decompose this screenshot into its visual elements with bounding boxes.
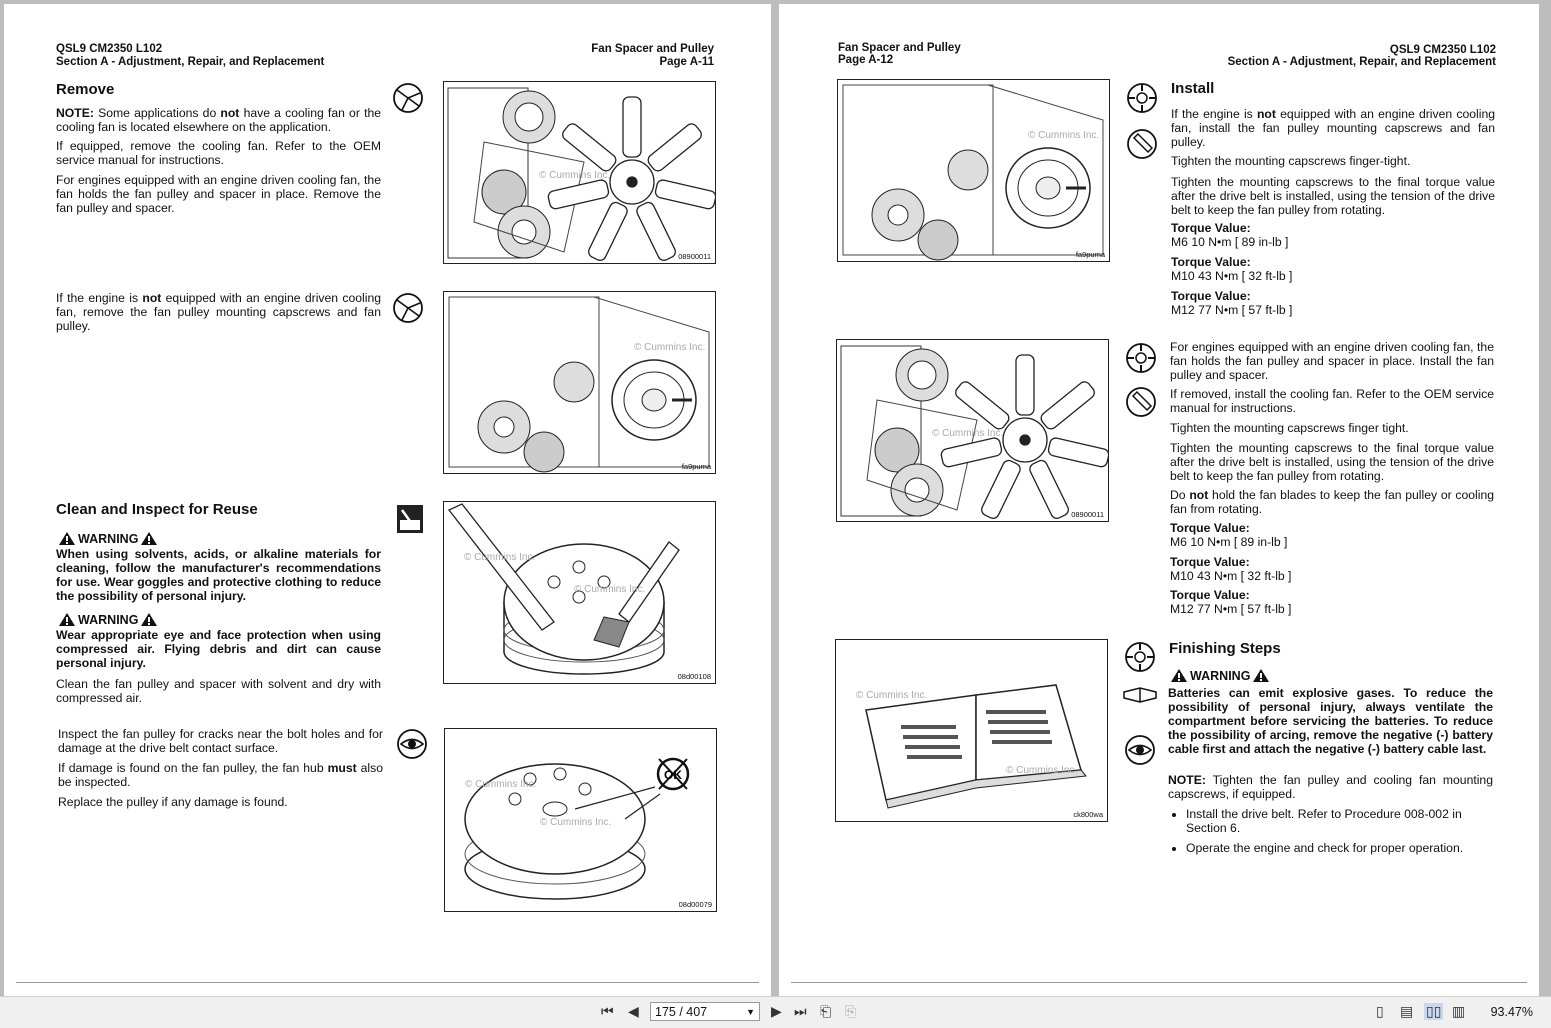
remove-wrench-icon bbox=[392, 82, 424, 114]
warning-text-solvents: When using solvents, acids, or alkaline materials for cleaning, follow the manufacturer's recommendations for use. Wear goggles and protective clothing to reduce the possibility of personal injury. bbox=[56, 547, 381, 603]
figure-pulley-capscrew: © Cummins Inc. fa9puma bbox=[443, 291, 716, 474]
right-header-page: Page A-12 bbox=[838, 54, 894, 66]
continuous-view-icon[interactable]: ▤ bbox=[1400, 1003, 1414, 1019]
inspect-eye-icon bbox=[1124, 734, 1156, 766]
right-header-title: QSL9 CM2350 L102 bbox=[1389, 44, 1496, 56]
clean-text: Clean the fan pulley and spacer with solvent and dry with compressed air. bbox=[56, 677, 381, 705]
torque-m10-2: Torque Value: M10 43 N•m [ 32 ft-lb ] bbox=[1170, 555, 1292, 583]
previous-page-button[interactable]: ◀ bbox=[628, 1003, 639, 1019]
finishing-note: NOTE: Tighten the fan pulley and cooling fan mounting capscrews, if equipped. bbox=[1168, 773, 1493, 801]
warning-title-3: WARNING bbox=[1170, 668, 1270, 683]
chevron-down-icon: ▼ bbox=[746, 1007, 755, 1017]
figure-id: 08900011 bbox=[1071, 510, 1104, 519]
install-wrench-icon bbox=[1124, 641, 1156, 673]
warning-title-2: WARNING bbox=[58, 612, 158, 627]
zoom-level[interactable]: 93.47% bbox=[1490, 1005, 1533, 1019]
warning-triangle-icon bbox=[58, 612, 76, 627]
tighten-final-text: Tighten the mounting capscrews to the final torque value after the drive belt is installed, using the tension of the drive belt to keep the fan pulley from rotating. bbox=[1171, 175, 1495, 217]
install-not-equipped-text: If the engine is not equipped with an engine driven cooling fan, install the fan pulley mounting capscrews and fan pulley. bbox=[1171, 107, 1495, 149]
list-item: • Operate the engine and check for proper operation. bbox=[1186, 841, 1493, 855]
svg-text:OK: OK bbox=[664, 768, 682, 782]
replace-text: Replace the pulley if any damage is found. bbox=[58, 795, 288, 809]
remove-equipped-text: If equipped, remove the cooling fan. Refer to the OEM service manual for instructions. bbox=[56, 139, 381, 167]
remove-heading: Remove bbox=[56, 81, 115, 98]
clean-inspect-heading: Clean and Inspect for Reuse bbox=[56, 501, 258, 518]
two-page-view-icon[interactable]: ▯▯ bbox=[1426, 1003, 1442, 1019]
tighten-finger-text-2: Tighten the mounting capscrews finger tight. bbox=[1170, 421, 1409, 435]
warning-title-1: WARNING bbox=[58, 531, 158, 546]
remove-engines-text: For engines equipped with an engine driven cooling fan, the fan holds the fan pulley and spacer in place. Remove the fan pulley and spacer. bbox=[56, 173, 381, 215]
warning-text-compressed-air: Wear appropriate eye and face protection when using compressed air. Flying debris and dirt can cause personal injury. bbox=[56, 628, 381, 670]
inspect-text: Inspect the fan pulley for cracks near the bolt holes and for damage at the drive belt contact surface. bbox=[58, 727, 383, 755]
figure-id: 08900011 bbox=[678, 252, 711, 261]
remove-not-equipped-text: If the engine is not equipped with an engine driven cooling fan, remove the fan pulley mounting capscrews and fan pulley. bbox=[56, 291, 381, 333]
manual-book-icon bbox=[1122, 684, 1158, 704]
next-page-button[interactable]: ▶ bbox=[771, 1003, 782, 1019]
first-page-button[interactable]: ⏮ bbox=[601, 1003, 614, 1019]
left-header-title: QSL9 CM2350 L102 bbox=[56, 43, 163, 55]
warning-triangle-icon bbox=[140, 612, 158, 627]
figure-pulley-cleaning: © Cummins Inc. © Cummins Inc. 08d00108 bbox=[443, 501, 716, 684]
right-header-section: Section A - Adjustment, Repair, and Replacement bbox=[1227, 56, 1496, 68]
figure-id: fa9puma bbox=[681, 462, 711, 471]
right-page bbox=[779, 4, 1539, 996]
remove-wrench-icon bbox=[392, 292, 424, 324]
warning-text-batteries: Batteries can emit explosive gases. To reduce the possibility of personal injury, always ventilate the compartment before servicing the batteries. To reduce the possibility of arcing, remove the negative (-) battery cable first and attach the negative (-) battery cable last. bbox=[1168, 686, 1493, 756]
two-page-continuous-icon[interactable]: ▥ bbox=[1452, 1003, 1466, 1019]
tighten-finger-text: Tighten the mounting capscrews finger-tight. bbox=[1171, 154, 1411, 168]
warning-triangle-icon bbox=[58, 531, 76, 546]
go-back-icon[interactable]: ⎗ bbox=[820, 1003, 832, 1019]
tighten-final-text-2: Tighten the mounting capscrews to the final torque value after the drive belt is installed, using the tension of the drive belt to keep the fan pulley from rotating. bbox=[1170, 441, 1494, 483]
figure-engine-fan: © Cummins Inc. 08900011 bbox=[443, 81, 716, 264]
torque-m12-2: Torque Value: M12 77 N•m [ 57 ft-lb ] bbox=[1170, 588, 1292, 616]
damage-text: If damage is found on the fan pulley, the fan hub must also be inspected. bbox=[58, 761, 383, 789]
page-footer-line bbox=[791, 982, 1527, 983]
warning-triangle-icon bbox=[1252, 668, 1270, 683]
figure-pulley-inspect: OK © Cummins Inc. © Cummins Inc. 08d00079 bbox=[444, 728, 717, 912]
torque-m10: Torque Value: M10 43 N•m [ 32 ft-lb ] bbox=[1171, 255, 1293, 283]
right-header-topic: Fan Spacer and Pulley bbox=[838, 42, 961, 54]
go-forward-icon[interactable]: ⎘ bbox=[845, 1003, 857, 1019]
page-number-input[interactable]: 175 / 407 ▼ bbox=[650, 1002, 760, 1021]
left-header-topic: Fan Spacer and Pulley bbox=[591, 43, 714, 55]
install-fan-text: If removed, install the cooling fan. Refer to the OEM service manual for instructions. bbox=[1170, 387, 1494, 415]
left-page bbox=[4, 4, 771, 996]
do-not-hold-text: Do not hold the fan blades to keep the fan pulley or cooling fan from rotating. bbox=[1170, 488, 1495, 516]
install-wrench-icon bbox=[1126, 82, 1158, 114]
page-footer-line bbox=[16, 982, 759, 983]
warning-triangle-icon bbox=[1170, 668, 1188, 683]
install-engines-text: For engines equipped with an engine driven cooling fan, the fan holds the fan pulley and spacer in place. Install the fan pulley and spacer. bbox=[1170, 340, 1494, 382]
torque-wrench-icon bbox=[1125, 386, 1157, 418]
torque-m12: Torque Value: M12 77 N•m [ 57 ft-lb ] bbox=[1171, 289, 1293, 317]
left-header-page: Page A-11 bbox=[659, 56, 714, 68]
figure-pulley-capscrew: © Cummins Inc. fa9puma bbox=[837, 79, 1110, 262]
warning-triangle-icon bbox=[140, 531, 158, 546]
figure-id: ck800wa bbox=[1073, 810, 1103, 819]
remove-note: NOTE: Some applications do not have a cooling fan or the cooling fan is located elsewhere on the application. bbox=[56, 106, 382, 134]
inspect-eye-icon bbox=[396, 728, 428, 760]
figure-id: 08d00079 bbox=[678, 900, 712, 909]
figure-id: fa9puma bbox=[1075, 250, 1105, 259]
figure-id: 08d00108 bbox=[677, 672, 711, 681]
figure-service-manual: © Cummins Inc. © Cummins Inc. ck800wa bbox=[835, 639, 1108, 822]
single-page-view-icon[interactable]: ▯ bbox=[1376, 1003, 1384, 1019]
viewer-toolbar bbox=[0, 996, 1551, 1028]
list-item: • Install the drive belt. Refer to Procedure 008-002 in Section 6. bbox=[1186, 807, 1493, 835]
finishing-steps-list bbox=[1168, 807, 1493, 861]
left-header-section: Section A - Adjustment, Repair, and Replacement bbox=[56, 56, 325, 68]
last-page-button[interactable]: ⏭ bbox=[794, 1003, 807, 1019]
torque-m6-2: Torque Value: M6 10 N•m [ 89 in-lb ] bbox=[1170, 521, 1288, 549]
torque-m6: Torque Value: M6 10 N•m [ 89 in-lb ] bbox=[1171, 221, 1289, 249]
finishing-steps-heading: Finishing Steps bbox=[1169, 640, 1281, 657]
install-heading: Install bbox=[1171, 80, 1215, 97]
install-wrench-icon bbox=[1125, 342, 1157, 374]
clean-brush-icon bbox=[396, 504, 424, 534]
figure-engine-fan: © Cummins Inc. 08900011 bbox=[836, 339, 1109, 522]
torque-wrench-icon bbox=[1126, 128, 1158, 160]
